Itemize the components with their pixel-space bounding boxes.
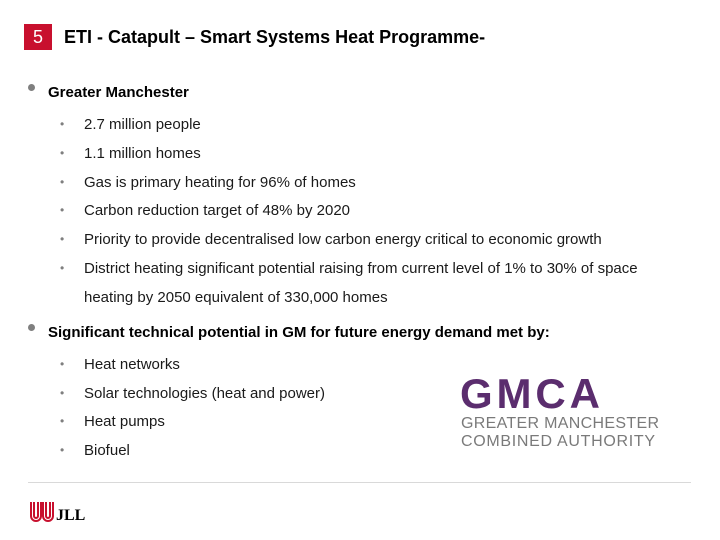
bullet-dot: • (60, 146, 65, 160)
list-item: Carbon reduction target of 48% by 2020 (84, 202, 351, 219)
bullet-dot: • (60, 414, 65, 428)
list-item: Gas is primary heating for 96% of homes (84, 174, 356, 191)
list-item: District heating significant potential raising from current level of 1% to 30% of space (84, 260, 638, 277)
footer-divider (28, 482, 691, 483)
list-item: Priority to provide decentralised low carbon energy critical to economic growth (84, 231, 602, 248)
gmca-logo-line2: COMBINED AUTHORITY (461, 433, 655, 450)
bullet-dot: • (60, 232, 65, 246)
slide-title: ETI - Catapult – Smart Systems Heat Programme- (64, 27, 486, 47)
gmca-logo-wordmark: GMCA (460, 370, 600, 417)
bullet-dot: • (60, 203, 65, 217)
bullet-dot (28, 324, 35, 331)
gmca-logo (458, 370, 662, 454)
list-item: Heat pumps (84, 413, 165, 430)
jll-logo (28, 498, 88, 528)
jll-logo-text: JLL (56, 507, 86, 524)
bullet-dot: • (60, 357, 65, 371)
list-item: Heat networks (84, 356, 180, 373)
list-item: Solar technologies (heat and power) (84, 385, 325, 402)
gmca-logo-line1: GREATER MANCHESTER (461, 415, 659, 432)
section-heading: Significant technical potential in GM for future energy demand met by: (48, 324, 550, 341)
list-item-continuation: heating by 2050 equivalent of 330,000 homes (84, 289, 388, 306)
slide-number: 5 (24, 24, 52, 50)
list-item: Biofuel (84, 442, 130, 459)
bullet-dot: • (60, 386, 65, 400)
bullet-dot: • (60, 261, 65, 275)
bullet-dot: • (60, 117, 65, 131)
list-item: 1.1 million homes (84, 145, 201, 162)
list-item: 2.7 million people (84, 116, 201, 133)
bullet-dot (28, 84, 35, 91)
bullet-dot: • (60, 175, 65, 189)
bullet-dot: • (60, 443, 65, 457)
section-heading: Greater Manchester (48, 84, 189, 101)
